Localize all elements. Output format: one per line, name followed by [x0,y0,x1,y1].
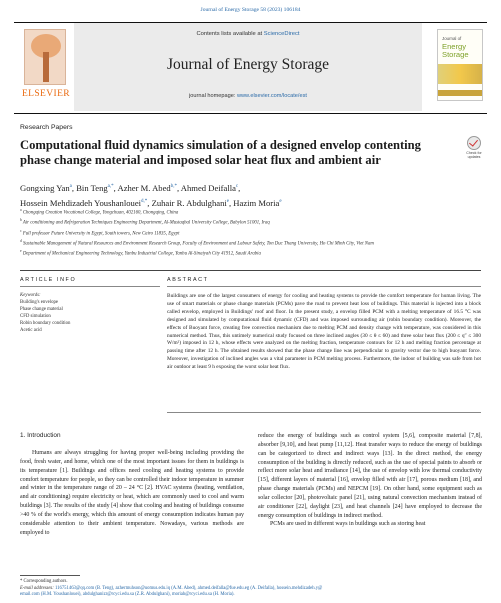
intro-left-column: Humans are always struggling for having proper well-being including providing the food, fresh water, and home, which one of the most important issues for them in buildings is its temperature [1]. Buildings and offices need cooling and heating systems to provide comfort temperature for people, so they can be controlled their indoor temperature in summer and winter in the temperature range of 20 – 24 °C [2]. HVAC systems (heating, ventilation, and air conditioning) require electricity or heat, which are commonly used to cool and warm buildings [3]. The results of the study [4] show that cooling and heating of buildings consume >40 % of the world's energy, which this amount of energy consumption indicates human pay considerable attention to their ambient temperature. Nowadays, various methods are employed to [20,450,244,536]
corresponding-authors-note: * Corresponding authors. [20,579,68,584]
keywords-block [20,292,160,334]
email-links-continued[interactable]: email.com (H.M. Youshanlouei), abdulghanizr@rcyci.edu.sa (Z.R. Abdulghani), moriah@rcyci.edu.sa (H. Moria). [20,592,235,597]
abstract-heading: ABSTRACT [167,277,209,283]
cover-strip [438,90,482,96]
homepage-link[interactable]: www.elsevier.com/locate/est [236,93,307,99]
author-affil-marker[interactable]: e [279,198,282,204]
check-updates-label: Check for updates [466,151,482,159]
abstract-bottom-rule [167,412,481,413]
author-list: Gongxing Yan$^a$, Bin Teng$^{a,*}$, Azher M. Abed$^{b,*}$, Ahmed Deifalla$^c$, Hossein Mehdizadeh Youshanlouei$^{d,*}$, Zuhair R. Abdulghani$^e$, Hazim Moria$^e$ [20,182,282,208]
abstract-rule [167,286,481,287]
intro-paragraph: reduce the energy of buildings such as control system [5,6], composite material [7,8], absorber [9,10], and heat pump [11,12]. Heat transfer ways to reduce the energy of buildings can be categorized to direct and indirect ways [13]. In the direct method, the energy consumption of the building is directly reduced, such as the use of special paints to absorb or reflect more solar heat and irradiance [14], the use of envelop with low thermal conductivity [15], different layers of material [16], envelop filled with air [17], porous medium [18], and phase change materials (PCMs) and NEPCM [19]. On other hand, some equipment such as solar collector [20], photovoltaic panel [21], using natural convection mechanism instead of air conditioner [22], daylight [23], and heat channels [24] have employed to decrease the energy consumption of buildings in indirect method. [258,433,482,519]
affiliation-item: $^d$ Sustainable Management of Natural Resources and Environment Research Group, Faculty of Environment and Labour Safety, Ton Duc Thang University, Ho Chi Minh City, Viet Nam [20,238,374,247]
cover-title: Journal of Energy Storage [442,36,469,59]
homepage-prefix: journal homepage: [189,93,237,99]
intro-right-column [258,432,482,529]
journal-reference[interactable]: Journal of Energy Storage 58 (2023) 106184 [200,7,301,13]
author-name[interactable]: Azher M. Abed [117,182,171,193]
keyword-item: Phase change material [20,307,63,312]
keyword-item: Building's envelope [20,300,59,305]
article-info-heading: ARTICLE INFO [20,277,77,283]
abstract-text: Buildings are one of the largest consumers of energy for cooling and heating systems to provide the comfort temperature for human living. The use of smart materials or phase change materials (PCMs) pave the road to prevent heat loss of buildings. This material is injected into a block called envelop, employed in Buildings' roof and floor. In the present study, a envelop filled PCM with a melting temperature of 16.5 °C was designed and simulated by computational fluid dynamic (CFD) and was imposed surrounding air (robin boundary condition). Moreover, the effects of Buoyant force, creating free convection mechanism due to melting PCM and density change with temperature, was considered in this numerical method. Thus, this untimely numerical study focused on three inclined angles (30 ≤ θ ≤ 60) and three solar heat flux (200 ≤ q″ ≤ 300 W/m²) imposed in 12 h, whose effects were analyzed on the melting fraction, temperature contours for 12 h and melting fraction percentage at passing time after 12 h. The obtained results showed that the phase change line was perpendicular to gravity vector due to high buoyant force. Moreover, investigation of inclined angles was a vital parameter in PCM melting process. Furthermore, the indoor of building was safe from hot air outdoor at least 9 h exposing the worst solar heat flux. [167,293,481,371]
affiliation-item: $^e$ Department of Mechanical Engineering Technology, Yanbu Industrial College, Yanbu Al-Sinaiyah City 41912, Saudi Arabia [20,249,261,257]
sciencedirect-link[interactable]: ScienceDirect [263,31,300,37]
author-name[interactable]: Ahmed Deifalla [180,182,236,193]
section-divider [20,270,481,271]
author-name[interactable]: Zuhair R. Abdulghani [151,197,227,208]
author-affil-marker[interactable]: a [69,184,72,189]
affiliation-list [20,207,480,258]
keywords-heading: Keywords: [20,293,41,298]
journal-cover-thumbnail[interactable] [437,29,483,101]
author-name[interactable]: Bin Teng [76,182,108,193]
affiliation-item: $^a$ Chongqing Creation Vocational College, Yongchuan, 402160, Chongqing, China [20,208,179,216]
affiliation-item: $^c$ Full professor Future University in Egypt, South towers, New Cairo 11835, Egypt [20,228,180,237]
contents-prefix: Contents lists available at [196,31,264,37]
author-affil-marker[interactable]: b,* [170,184,177,189]
author-affil-marker[interactable]: a,* [107,184,114,189]
email-links[interactable]: 116751463@qq.com (B. Teng), azhermuhson@uomus.edu.iq (A.M. Abed), ahmed.deifalla@fue.edu.eg (A. Deifalla), hossein.mehdizadeh.y@ [54,585,323,591]
article-info-rule [20,286,160,287]
author-affil-marker[interactable]: c [235,184,239,189]
author-name[interactable]: Hossein Mehdizadeh Youshanlouei [20,197,142,208]
author-name[interactable]: Gongxing Yan [20,182,70,193]
journal-info-block [74,23,422,111]
footnote-divider [20,575,80,576]
article-type: Research Papers [20,124,73,131]
contents-line [74,31,422,37]
author-affil-marker[interactable]: e [226,198,229,204]
footnotes [20,579,481,599]
keyword-item: Robin boundary condition [20,321,71,326]
journal-name[interactable]: Journal of Energy Storage [167,56,329,73]
intro-paragraph: PCMs are used in different ways in buildings such as storing heat [270,521,426,528]
author-name[interactable]: Hazim Moria [233,197,280,208]
publisher-wordmark: ELSEVIER [21,89,71,99]
keyword-item: CFD simulation [20,314,51,319]
affiliation-item: $^b$ Air conditioning and Refrigeration Techniques Engineering Department, Al-Mustaqbal University College, Babylon 51001, Iraq [20,218,270,226]
tree-icon [24,29,66,85]
email-addresses: E-mail addresses: 116751463@qq.com (B. Teng), azhermuhson@uomus.edu.iq (A.M. Abed), ahmed.deifalla@fue.edu.eg (A. Deifalla), hossein.mehdizadeh.y@ [20,585,323,591]
author-affil-marker[interactable]: d,* [141,198,148,204]
article-title: Computational fluid dynamics simulation of a designed envelop contenting phase change material and imposed solar heat flux and ambient air [20,138,421,167]
keyword-item: Acetic acid [20,328,42,333]
introduction-heading: 1. Introduction [20,432,61,439]
cover-artwork [438,64,482,84]
homepage-line [74,93,422,99]
elsevier-logo[interactable] [20,29,70,101]
journal-header [14,22,487,114]
check-for-updates-button[interactable] [463,136,485,162]
check-updates-icon [467,136,481,150]
